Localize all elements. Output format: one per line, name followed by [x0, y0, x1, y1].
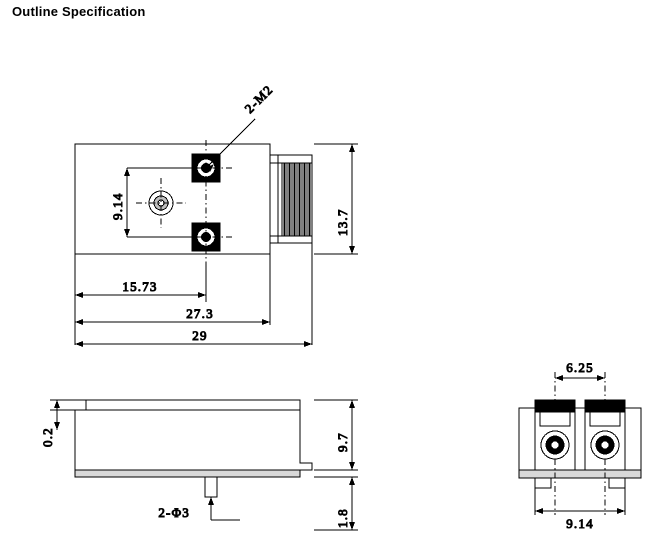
- label-1-8: 1.8: [335, 508, 350, 528]
- label-13-7: 13.7: [335, 208, 350, 236]
- page-title: Outline Specification: [12, 4, 146, 19]
- label-2-m2: 2-M2: [241, 81, 276, 117]
- label-29: 29: [192, 328, 208, 343]
- top-view: [75, 82, 358, 347]
- label-0-2: 0.2: [40, 427, 55, 447]
- label-9-14-front: 9.14: [566, 516, 594, 531]
- label-15-73: 15.73: [122, 279, 158, 294]
- label-27-3: 27.3: [186, 306, 214, 321]
- front-view: [519, 360, 641, 531]
- side-view: [40, 400, 358, 530]
- label-9-14-top: 9.14: [110, 192, 125, 220]
- label-2-phi3: 2-Φ3: [158, 505, 190, 520]
- label-9-7: 9.7: [335, 432, 350, 452]
- label-6-25: 6.25: [566, 360, 594, 375]
